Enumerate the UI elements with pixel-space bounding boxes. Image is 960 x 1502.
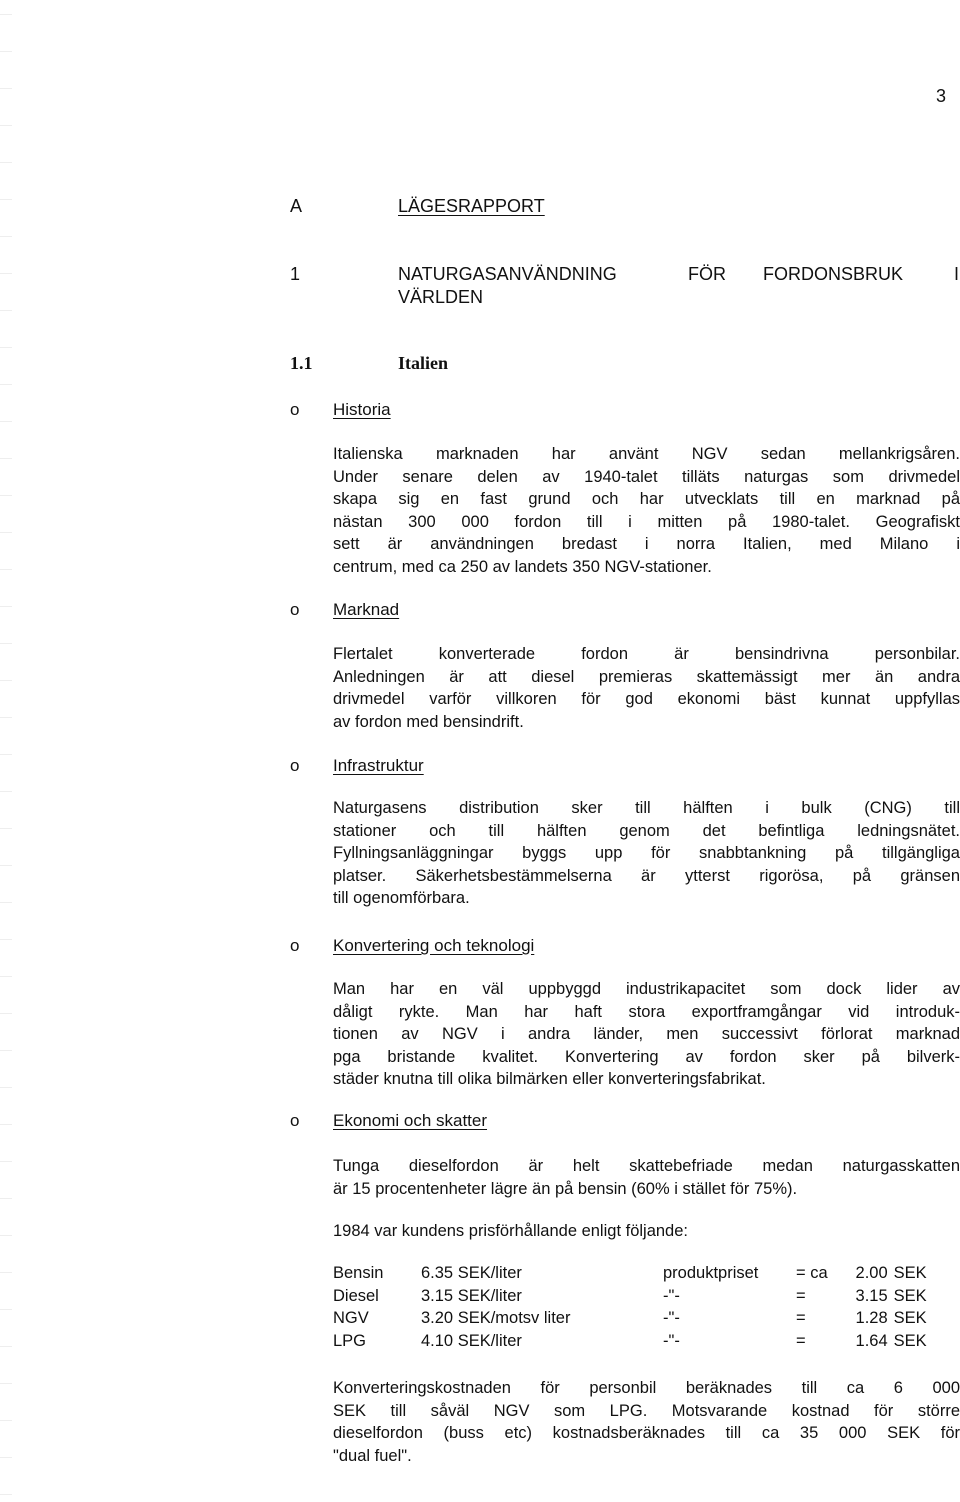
price-cell: 4.10 SEK/liter — [421, 1331, 522, 1350]
fuel-cell: NGV — [333, 1309, 369, 1327]
table-row — [333, 1332, 927, 1355]
operator-cell: = — [796, 1309, 806, 1327]
unit-cell: SEK — [893, 1286, 927, 1305]
paragraph-konvertering — [333, 978, 960, 1091]
scan-edge-artifact — [0, 0, 12, 1502]
price-cell: 6.35 SEK/liter — [421, 1264, 522, 1282]
topic-title-konvertering: Konvertering och teknologi — [333, 936, 535, 955]
text-line: Fyllningsanläggningar byggs upp för snabbtankning på tillgängliga — [333, 844, 960, 863]
price-intro: 1984 var kundens prisförhållande enligt följande: — [333, 1222, 688, 1240]
bullet-marker: o — [290, 400, 300, 419]
topic-title-marknad: Marknad — [333, 600, 400, 619]
fuel-cell: Bensin — [333, 1264, 384, 1282]
table-row — [333, 1309, 927, 1332]
section-title: LÄGESRAPPORT — [398, 196, 545, 216]
text-line: "dual fuel". — [333, 1446, 412, 1465]
unit-cell: SEK — [893, 1309, 927, 1327]
chapter-title-part-a: NATURGASANVÄNDNING — [398, 264, 617, 284]
paragraph-historia — [333, 443, 960, 579]
operator-cell: = — [796, 1331, 806, 1350]
fuel-cell: LPG — [333, 1331, 367, 1350]
text-line: av fordon med bensindrift. — [333, 712, 524, 731]
chapter-title-part-d: I — [954, 264, 960, 284]
text-line: till ogenomförbara. — [333, 889, 470, 908]
basis-cell: -"- — [663, 1286, 680, 1305]
table-row — [333, 1287, 927, 1310]
value-cell: 1.64 — [855, 1331, 888, 1350]
text-line: Italienska marknaden har använt NGV sedan mellankrigsåren. — [333, 445, 960, 463]
text-line: Konverteringskostnaden för personbil beräknades till ca 6 000 — [333, 1379, 960, 1397]
unit-cell: SEK — [893, 1331, 927, 1350]
text-line: tionen av NGV i andra länder, men successivt förlorat marknad — [333, 1025, 960, 1044]
text-line: Anledningen är att diesel premieras skattemässigt mer än andra — [333, 667, 960, 686]
text-line: dåligt rykte. Man har haft stora exportframgångar vid introduk- — [333, 1002, 960, 1021]
text-line: Tunga dieselfordon är helt skattebefriade medan naturgasskatten — [333, 1157, 960, 1175]
paragraph-marknad — [333, 643, 960, 733]
fuel-cell: Diesel — [333, 1286, 379, 1305]
basis-cell: -"- — [663, 1331, 680, 1350]
unit-cell: SEK — [893, 1264, 927, 1282]
chapter-title-part-b: FÖR — [688, 264, 726, 284]
text-line: drivmedel varför villkoren för god ekonomi bäst kunnat uppfyllas — [333, 690, 960, 709]
chapter-title-line2: VÄRLDEN — [398, 287, 484, 307]
chapter-number: 1 — [290, 264, 301, 284]
paragraph-infrastruktur — [333, 797, 960, 910]
operator-cell: = — [796, 1286, 806, 1305]
paragraph-conversion-cost — [333, 1377, 960, 1467]
value-cell: 1.28 — [855, 1309, 888, 1327]
bullet-marker: o — [290, 1111, 300, 1130]
bullet-marker: o — [290, 936, 300, 955]
text-line: Naturgasens distribution sker till hälften i bulk (CNG) till — [333, 799, 960, 817]
text-line: sett är användningen bredast i norra Italien, med Milano i — [333, 535, 960, 554]
text-line: städer knutna till olika bilmärken eller konverteringsfabrikat. — [333, 1070, 766, 1089]
table-row — [333, 1264, 927, 1287]
chapter-title-part-c: FORDONSBRUK — [763, 264, 904, 284]
operator-cell: = ca — [796, 1264, 828, 1282]
subsection-number: 1.1 — [290, 353, 313, 373]
text-line: dieselfordon (buss etc) kostnadsberäknades till ca 35 000 SEK för — [333, 1424, 960, 1443]
section-marker: A — [290, 196, 303, 216]
text-line: Man har en väl uppbyggd industrikapacitet som dock lider av — [333, 980, 960, 998]
bullet-marker: o — [290, 600, 300, 619]
page-number: 3 — [936, 86, 947, 106]
text-line: Under senare delen av 1940-talet tilläts naturgas som drivmedel — [333, 467, 960, 486]
paragraph-ekonomi — [333, 1155, 960, 1200]
basis-cell: produktpriset — [663, 1264, 759, 1282]
basis-cell: -"- — [663, 1309, 680, 1327]
price-table — [333, 1264, 927, 1354]
text-line: SEK till såväl NGV som LPG. Motsvarande kostnad för större — [333, 1401, 960, 1420]
topic-title-historia: Historia — [333, 400, 391, 419]
text-line: centrum, med ca 250 av landets 350 NGV-stationer. — [333, 557, 712, 576]
price-cell: 3.20 SEK/motsv liter — [421, 1309, 571, 1327]
bullet-marker: o — [290, 756, 300, 775]
topic-title-infrastruktur: Infrastruktur — [333, 756, 424, 775]
price-cell: 3.15 SEK/liter — [421, 1286, 522, 1305]
text-line: nästan 300 000 fordon till i mitten på 1980-talet. Geografiskt — [333, 512, 960, 531]
value-cell: 3.15 — [855, 1286, 888, 1305]
value-cell: 2.00 — [855, 1264, 888, 1282]
text-line: skapa sig en fast grund och har utvecklats till en marknad på — [333, 490, 960, 509]
text-line: pga bristande kvalitet. Konvertering av fordon sker på bilverk- — [333, 1047, 960, 1066]
text-line: är 15 procentenheter lägre än på bensin (60% i stället för 75%). — [333, 1179, 798, 1198]
subsection-title: Italien — [398, 353, 449, 373]
topic-title-ekonomi: Ekonomi och skatter — [333, 1111, 488, 1130]
text-line: platser. Säkerhetsbestämmelserna är ytterst rigorösa, på gränsen — [333, 866, 960, 885]
text-line: stationer och till hälften genom det befintliga ledningsnätet. — [333, 821, 960, 840]
text-line: Flertalet konverterade fordon är bensindrivna personbilar. — [333, 645, 960, 663]
